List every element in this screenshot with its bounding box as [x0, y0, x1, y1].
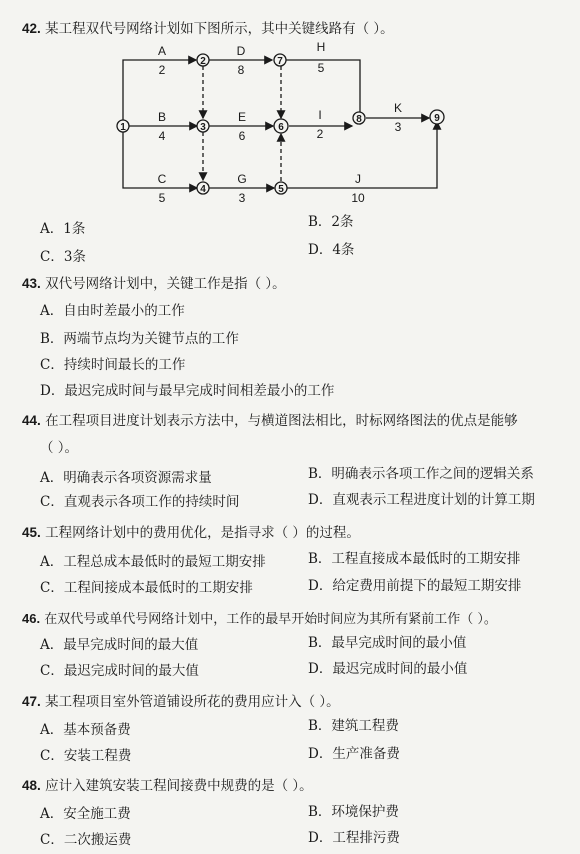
q47-option-c[interactable]: C．安装工程费	[40, 748, 132, 764]
node-1-label: 1	[120, 122, 126, 133]
q43-option-d[interactable]: D．最迟完成时间与最早完成时间相差最小的工作	[40, 383, 335, 399]
q47-option-a[interactable]: A．基本预备费	[40, 722, 131, 738]
dur-A: 2	[158, 63, 166, 77]
label-G: G	[237, 172, 247, 186]
q42-number: 42.	[22, 21, 41, 36]
q44-option-a[interactable]: A．明确表示各项资源需求量	[40, 470, 212, 486]
q47-number: 47.	[22, 694, 41, 709]
q42-option-a[interactable]: A．1条	[40, 221, 86, 237]
label-K: K	[393, 101, 403, 115]
q45-stem	[22, 524, 360, 542]
dur-K: 3	[394, 120, 402, 134]
q46-number: 46.	[22, 611, 41, 626]
node-5-label: 5	[278, 184, 284, 195]
q46-stem	[22, 610, 497, 628]
q45-option-c[interactable]: C．工程间接成本最低时的工期安排	[40, 580, 253, 596]
q43-option-b[interactable]: B．两端节点均为关键节点的工作	[40, 331, 239, 347]
q45-option-b[interactable]: B．工程直接成本最低时的工期安排	[308, 551, 521, 567]
q48-text: 应计入建筑安装工程间接费中规费的是（ ）。	[45, 778, 313, 794]
dur-G: 3	[238, 191, 246, 205]
node-6-label: 6	[278, 122, 284, 133]
q43-stem	[22, 275, 286, 293]
network-diagram	[0, 0, 580, 220]
q46-option-b[interactable]: B．最早完成时间的最小值	[308, 635, 467, 651]
dur-C: 5	[158, 191, 166, 205]
q48-option-d[interactable]: D．工程排污费	[308, 830, 400, 846]
q48-stem	[22, 777, 313, 795]
label-D: D	[236, 44, 246, 58]
q47-option-d[interactable]: D．生产准备费	[308, 746, 400, 762]
node-4-label: 4	[200, 184, 206, 195]
label-B: B	[157, 110, 167, 124]
node-2-label: 2	[200, 56, 206, 67]
q45-option-a[interactable]: A．工程总成本最低时的最短工期安排	[40, 554, 266, 570]
dur-E: 6	[238, 129, 246, 143]
q44-stem	[22, 412, 518, 430]
q44-number: 44.	[22, 413, 41, 428]
q43-text: 双代号网络计划中，关键工作是指（ ）。	[45, 276, 286, 292]
q46-option-a[interactable]: A．最早完成时间的最大值	[40, 637, 199, 653]
node-3-label: 3	[200, 122, 206, 133]
dur-H: 5	[317, 61, 325, 75]
q43-option-c[interactable]: C．持续时间最长的工作	[40, 357, 186, 373]
q46-text: 在双代号或单代号网络计划中，工作的最早开始时间应为其所有紧前工作（ ）。	[44, 612, 497, 627]
label-I: I	[318, 108, 322, 122]
q48-option-b[interactable]: B．环境保护费	[308, 804, 399, 820]
q43-number: 43.	[22, 276, 41, 291]
q47-text: 某工程项目室外管道铺设所花的费用应计入（ ）。	[45, 694, 340, 710]
q48-option-c[interactable]: C．二次搬运费	[40, 832, 132, 848]
label-C: C	[157, 172, 167, 186]
q43-option-a[interactable]: A．自由时差最小的工作	[40, 303, 185, 319]
q46-option-d[interactable]: D．最迟完成时间的最小值	[308, 661, 468, 677]
q44-option-b[interactable]: B．明确表示各项工作之间的逻辑关系	[308, 466, 534, 482]
dur-B: 4	[158, 129, 166, 143]
q44-option-c[interactable]: C．直观表示各项工作的持续时间	[40, 494, 240, 510]
arrow-J	[287, 122, 437, 188]
q48-number: 48.	[22, 778, 41, 793]
q44-stem-cont: （ ）。	[40, 440, 79, 456]
q47-stem	[22, 693, 340, 711]
q42-option-b[interactable]: B．2条	[308, 214, 354, 230]
q42-option-d[interactable]: D．4条	[308, 242, 355, 258]
q47-option-b[interactable]: B．建筑工程费	[308, 718, 399, 734]
q46-option-c[interactable]: C．最迟完成时间的最大值	[40, 663, 199, 679]
node-8-label: 8	[356, 114, 362, 125]
q48-option-a[interactable]: A．安全施工费	[40, 806, 131, 822]
q42-option-c[interactable]: C．3条	[40, 249, 86, 265]
q44-option-d[interactable]: D．直观表示工程进度计划的计算工期	[308, 492, 535, 508]
q44-text: 在工程项目进度计划表示方法中，与横道图法相比，时标网络图法的优点是能够	[45, 413, 518, 429]
dur-I: 2	[316, 127, 324, 141]
q45-option-d[interactable]: D．给定费用前提下的最短工期安排	[308, 578, 522, 594]
label-E: E	[237, 110, 247, 124]
q42-text: 某工程双代号网络计划如下图所示，其中关键线路有（ ）。	[45, 21, 394, 37]
node-9-label: 9	[434, 113, 440, 124]
label-H: H	[316, 40, 326, 54]
dur-J: 10	[351, 191, 365, 205]
label-A: A	[157, 44, 167, 58]
q45-number: 45.	[22, 525, 41, 540]
q45-text: 工程网络计划中的费用优化，是指寻求（ ）的过程。	[45, 525, 360, 541]
node-7-label: 7	[277, 56, 283, 67]
dur-D: 8	[237, 63, 245, 77]
label-J: J	[355, 172, 361, 186]
